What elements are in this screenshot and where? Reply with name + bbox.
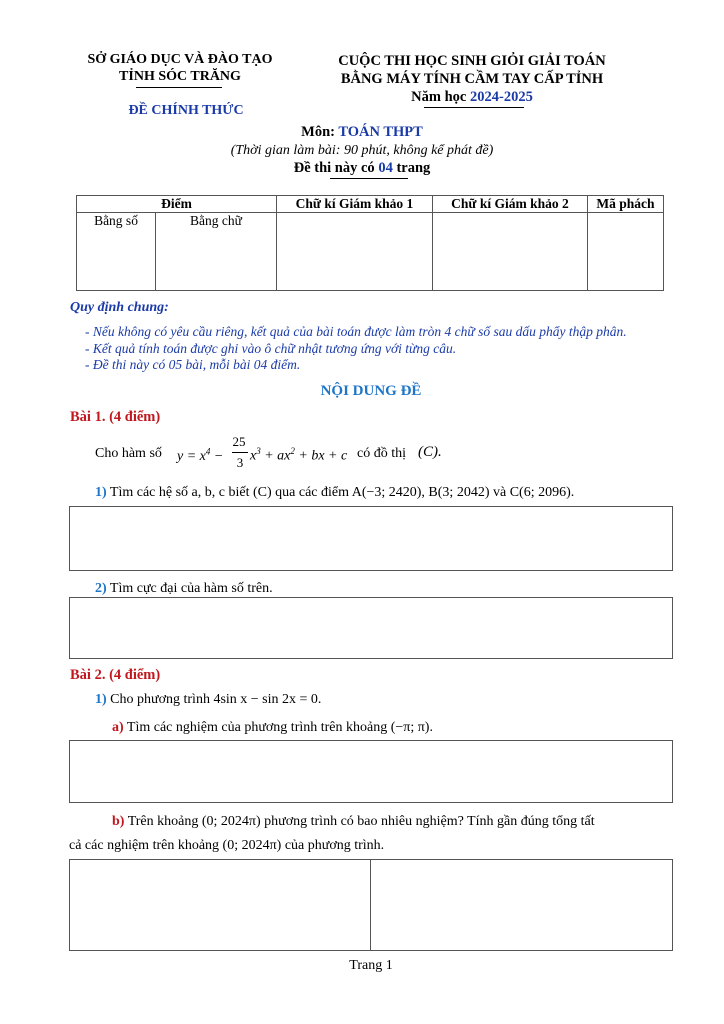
fraction-numerator: 25 [232,434,246,449]
subject-line: Môn: TOÁN THPT [301,124,423,140]
col-examiner2: Chữ kí Giám khảo 2 [433,196,588,213]
problem2-q1: 1) Cho phương trình 4sin x − sin 2x = 0. [95,692,322,707]
department-name: SỞ GIÁO DỤC VÀ ĐÀO TẠO [87,52,273,67]
rules-title: Quy định chung: [70,300,169,315]
fraction-denominator: 3 [236,455,244,470]
contest-title-line2: BẰNG MÁY TÍNH CẦM TAY CẤP TỈNH [340,71,604,87]
score-table [76,195,664,291]
problem1-intro: Cho hàm số [95,446,162,461]
score-number-cell[interactable]: Bằng số [77,213,156,291]
exam-time: (Thời gian làm bài: 90 phút, không kể phát đề) [230,143,494,158]
contest-title-line1: CUỘC THI HỌC SINH GIỎI GIẢI TOÁN [338,53,606,69]
problem1-function-tail: $x^3 + ax^2$ + bx + c [250,446,348,464]
problem1-q2: 2) Tìm cực đại của hàm số trên. [95,581,273,596]
answer-box-2-1b-sum[interactable] [370,859,673,951]
fraction-bar [232,452,248,453]
problem2-qa: a) Tìm các nghiệm của phương trình trên khoảng (−π; π). [112,720,433,735]
official-label: ĐỀ CHÍNH THỨC [128,103,244,118]
divider [136,87,222,88]
school-year: Năm học 2024-2025 [411,89,533,105]
examiner1-signature-cell[interactable] [277,213,433,291]
code-cell[interactable] [588,213,664,291]
graph-name: (C). [418,444,442,460]
col-score: Điểm [77,196,277,213]
province-name: TỈNH SÓC TRĂNG [119,69,241,84]
problem2-qb: b) Trên khoảng (0; 2024π) phương trình có bao nhiêu nghiệm? Tính gần đúng tổng tất [112,814,595,829]
answer-box-1-1[interactable] [69,506,673,571]
score-words-cell[interactable]: Bằng chữ [156,213,277,291]
answer-box-2-1b-count[interactable] [69,859,371,951]
content-title: NỘI DUNG ĐỀ [320,383,422,399]
page-count: Đề thi này có 04 trang [293,160,431,176]
col-code: Mã phách [588,196,664,213]
answer-box-2-1a[interactable] [69,740,673,803]
rule-item: - Nếu không có yêu cầu riêng, kết quả của bài toán được làm tròn 4 chữ số sau dấu phẩy thập phân. [85,324,627,339]
problem1-graph-text: có đồ thị [357,446,406,461]
rule-item: - Đề thi này có 05 bài, mỗi bài 04 điểm. [85,357,301,372]
problem2-qb-line2: cả các nghiệm trên khoảng (0; 2024π) của phương trình. [69,838,385,853]
answer-box-1-2[interactable] [69,597,673,659]
problem1-q1: 1) Tìm các hệ số a, b, c biết (C) qua các điểm A(−3; 2420), B(3; 2042) và C(6; 2096). [95,485,575,500]
problem1-function: $y = x^4$ − [177,446,224,464]
page-footer: Trang 1 [349,958,393,973]
divider [330,178,408,179]
rule-item: - Kết quả tính toán được ghi vào ô chữ nhật tương ứng với từng câu. [85,341,457,356]
examiner2-signature-cell[interactable] [433,213,588,291]
divider [424,107,524,108]
col-examiner1: Chữ kí Giám khảo 1 [277,196,433,213]
problem2-title: Bài 2. (4 điểm) [70,667,161,683]
problem1-title: Bài 1. (4 điểm) [70,409,161,425]
